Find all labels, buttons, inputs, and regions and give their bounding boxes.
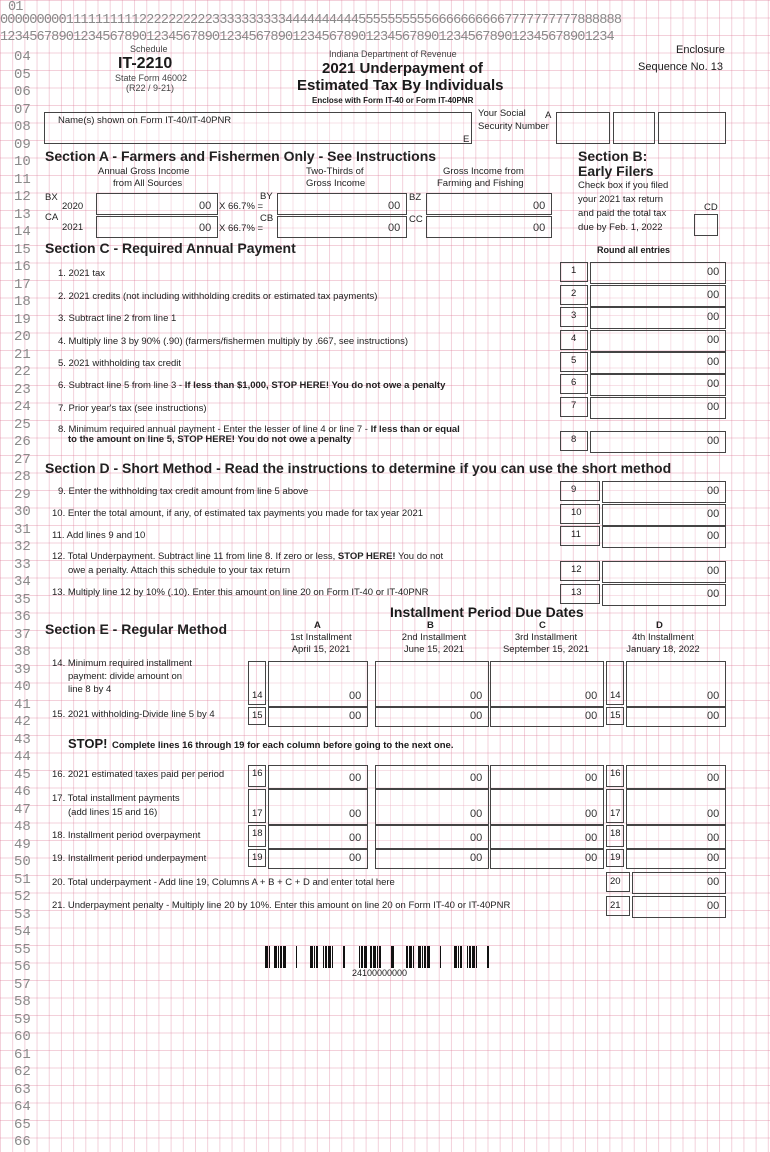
a-code: A <box>545 110 552 121</box>
barcode-bar <box>427 946 430 968</box>
line-17-number: 17 <box>606 789 624 823</box>
line-9-number: 9 <box>560 481 600 501</box>
line-21-number: 21 <box>606 896 630 916</box>
line-14-col-B-cents: 00 <box>470 690 483 702</box>
barcode-bar <box>325 946 327 968</box>
line-15-number: 15 <box>248 707 266 725</box>
ruler-tens: 0000000001111111111222222222233333333334444444444555555555566666666667777777777888888 <box>0 13 622 28</box>
line-13-number: 13 <box>560 584 600 604</box>
row-number: 16 <box>14 259 31 275</box>
barcode-bar <box>418 946 421 968</box>
row-number: 55 <box>14 941 31 958</box>
title-line-1: 2021 Underpayment of <box>322 60 483 77</box>
line-18-col-D-cents: 00 <box>707 832 720 844</box>
section-c-title: Section C - Required Annual Payment <box>45 240 296 256</box>
row-number: 65 <box>14 1116 31 1133</box>
line-16-col-B-cents: 00 <box>470 772 483 784</box>
early-filer-checkbox[interactable] <box>694 214 718 236</box>
row-number: 51 <box>14 871 31 888</box>
agi-2020-cents: 00 <box>199 200 212 212</box>
cc-code: CC <box>409 214 423 225</box>
line-1-label: 1. 2021 tax <box>58 268 106 279</box>
section-b-text-2: your 2021 tax return <box>578 194 664 205</box>
row-number: 32 <box>14 539 31 555</box>
row-number: 23 <box>14 381 31 398</box>
barcode-bar <box>280 946 282 968</box>
stop-notice: STOP! Complete lines 16 through 19 for each column before going to the next one. <box>68 736 454 751</box>
barcode-bar <box>458 946 459 968</box>
line-7-label: 7. Prior year's tax (see instructions) <box>58 403 207 414</box>
line-9-cents: 00 <box>707 485 720 497</box>
line-19-label: 19. Installment period underpayment <box>52 853 207 864</box>
line-5-number: 5 <box>560 352 588 372</box>
line-3-number: 3 <box>560 307 588 327</box>
line-13-label: 13. Multiply line 12 by 10% (.10). Enter this amount on line 20 on Form IT-40 or IT-40PNR <box>52 587 429 598</box>
row-number: 11 <box>14 171 31 188</box>
line-15-col-A-cents: 00 <box>349 710 362 722</box>
e-code: E <box>463 134 470 145</box>
row-number: 38 <box>14 644 31 660</box>
barcode-bar <box>454 946 457 968</box>
row-number: 61 <box>14 1046 31 1063</box>
column-D-due-date: January 18, 2022 <box>626 644 700 655</box>
column-C-installment: 3rd Installment <box>514 632 578 643</box>
line-19-number: 19 <box>248 849 266 867</box>
row-number: 33 <box>14 556 31 573</box>
line-10-label: 10. Enter the total amount, if any, of estimated tax payments you made for tax year 2021 <box>52 508 424 519</box>
name-label: Name(s) shown on Form IT-40/IT-40PNR <box>58 115 232 126</box>
line-14-col-A-cents: 00 <box>349 690 362 702</box>
line-19-col-D-cents: 00 <box>707 852 720 864</box>
row-number: 14 <box>14 224 31 240</box>
line-10-cents: 00 <box>707 508 720 520</box>
line-21-label: 21. Underpayment penalty - Multiply line 20 by 10%. Enter this amount on line 20 on Form IT-40 or IT-40PNR <box>52 900 511 911</box>
row-number: 48 <box>14 819 31 835</box>
barcode-bar <box>467 946 468 968</box>
barcode-bar <box>379 946 381 968</box>
row-number: 34 <box>14 574 31 590</box>
ssn-label-1: Your Social <box>478 108 526 119</box>
line-5-cents: 00 <box>707 356 720 368</box>
section-a-title: Section A - Farmers and Fishermen Only - See Instructions <box>45 148 437 164</box>
row-number: 50 <box>14 854 31 870</box>
row-number: 27 <box>14 451 31 468</box>
barcode-bar <box>422 946 423 968</box>
line-8-amount-field[interactable] <box>590 431 726 453</box>
row-number: 05 <box>14 66 31 83</box>
line-15-col-D-cents: 00 <box>707 710 720 722</box>
row-number: 41 <box>14 696 31 713</box>
row-number: 58 <box>14 994 31 1010</box>
line-12-cents: 00 <box>707 565 720 577</box>
barcode-bar <box>296 946 297 968</box>
row-number: 45 <box>14 766 31 783</box>
row-number: 19 <box>14 311 31 328</box>
ruler-ones: 123456789012345678901234567890123456789012345678901234567890123456789012345678901234 <box>0 30 614 45</box>
line-16-col-A-cents: 00 <box>349 772 362 784</box>
due-dates-title: Installment Period Due Dates <box>390 604 584 620</box>
line-7-number: 7 <box>560 397 588 417</box>
barcode-bar <box>409 946 412 968</box>
row-number: 18 <box>14 294 31 310</box>
barcode-bar <box>413 946 414 968</box>
row-number: 35 <box>14 591 31 608</box>
barcode-bar <box>343 946 345 968</box>
barcode-bar <box>274 946 277 968</box>
line-11-number: 11 <box>560 526 600 546</box>
barcode-bar <box>370 946 372 968</box>
line-17-label-b: (add lines 15 and 16) <box>68 807 158 818</box>
barcode-bar <box>314 946 315 968</box>
line-8-number: 8 <box>560 431 588 451</box>
column-D-key: D <box>656 620 663 631</box>
column-D-installment: 4th Installment <box>632 632 694 643</box>
row-number: 30 <box>14 504 31 520</box>
line-17-number: 17 <box>248 789 266 823</box>
row-number: 06 <box>14 84 31 100</box>
line-15-col-B-cents: 00 <box>470 710 483 722</box>
section-b-text-1: Check box if you filed <box>578 180 669 191</box>
two-thirds-2021-cents: 00 <box>388 222 401 234</box>
row-number: 26 <box>14 434 31 450</box>
barcode-bar <box>424 946 426 968</box>
row-number: 64 <box>14 1099 31 1115</box>
schedule-label: Schedule <box>130 44 168 54</box>
farm-2020-cents: 00 <box>533 200 546 212</box>
section-b-title-2: Early Filers <box>578 163 654 179</box>
barcode-bar <box>328 946 331 968</box>
row-number: 49 <box>14 836 31 853</box>
ruler-row-1: 01 <box>8 0 23 15</box>
line-4-number: 4 <box>560 330 588 350</box>
barcode-bar <box>469 946 471 968</box>
line-21-cents: 00 <box>707 900 720 912</box>
two-thirds-2020-cents: 00 <box>388 200 401 212</box>
line-3-cents: 00 <box>707 311 720 323</box>
line-2-cents: 00 <box>707 289 720 301</box>
row-number: 08 <box>14 119 31 135</box>
row-number: 56 <box>14 959 31 975</box>
line-17-col-A-cents: 00 <box>349 808 362 820</box>
row-number: 15 <box>14 241 31 258</box>
barcode-image <box>265 946 505 968</box>
line-18-col-A-cents: 00 <box>349 832 362 844</box>
line-19-col-B-cents: 00 <box>470 852 483 864</box>
line-16-col-D-cents: 00 <box>707 772 720 784</box>
ssn-label-2: Security Number <box>478 121 549 132</box>
line-8-cents: 00 <box>707 435 720 447</box>
line-13-cents: 00 <box>707 588 720 600</box>
line-4-cents: 00 <box>707 334 720 346</box>
mult-2021: X 66.7% = <box>219 223 264 234</box>
line-5-label: 5. 2021 withholding tax credit <box>58 358 182 369</box>
line-16-number: 16 <box>606 765 624 787</box>
line-9-label: 9. Enter the withholding tax credit amount from line 5 above <box>58 486 309 497</box>
line-10-number: 10 <box>560 504 600 524</box>
line-7-amount-field[interactable] <box>590 397 726 419</box>
barcode-bar <box>269 946 270 968</box>
row-number: 36 <box>14 609 31 625</box>
barcode-bar <box>310 946 313 968</box>
row-number: 66 <box>14 1134 31 1150</box>
form-id: IT-2210 <box>118 55 173 72</box>
line-6-number: 6 <box>560 374 588 394</box>
row-number: 12 <box>14 189 31 205</box>
by-code: BY <box>260 191 273 202</box>
line-5-amount-field[interactable] <box>590 352 726 374</box>
barcode-bar <box>472 946 475 968</box>
line-6-label: 6. Subtract line 5 from line 3 - If less than $1,000, STOP HERE! You do not owe a penalty <box>58 380 446 391</box>
section-a-col1a: Annual Gross Income <box>98 166 190 177</box>
row-number: 52 <box>14 889 31 905</box>
line-3-label: 3. Subtract line 2 from line 1 <box>58 313 177 324</box>
line-14-number: 14 <box>248 661 266 705</box>
row-number: 42 <box>14 714 31 730</box>
line-11-cents: 00 <box>707 530 720 542</box>
section-b-title-1: Section B: <box>578 148 648 164</box>
line-1-number: 1 <box>560 262 588 282</box>
cb-code: CB <box>260 213 274 224</box>
row-number: 10 <box>14 154 31 170</box>
row-number: 44 <box>14 749 31 765</box>
column-A-due-date: April 15, 2021 <box>291 644 351 655</box>
department: Indiana Department of Revenue <box>329 49 457 59</box>
line-18-label: 18. Installment period overpayment <box>52 830 201 841</box>
row-number: 25 <box>14 416 31 433</box>
line-17-col-B-cents: 00 <box>470 808 483 820</box>
row-number: 37 <box>14 626 31 643</box>
row-number: 04 <box>14 49 31 65</box>
barcode-bar <box>364 946 367 968</box>
column-A-installment: 1st Installment <box>290 632 352 643</box>
line-8-label: 8. Minimum required annual payment - Enter the lesser of line 4 or line 7 - If less than or equal <box>58 424 460 435</box>
revision: (R22 / 9-21) <box>126 83 175 93</box>
line-12-label-b: owe a penalty. Attach this schedule to your tax return <box>68 565 291 576</box>
line-2-amount-field[interactable] <box>590 285 726 307</box>
line-1-amount-field[interactable] <box>590 262 726 284</box>
barcode-bar <box>476 946 477 968</box>
line-15-col-C-cents: 00 <box>585 710 598 722</box>
line-6-amount-field[interactable] <box>590 374 726 396</box>
mult-2020: X 66.7% = <box>219 201 264 212</box>
line-16-col-C-cents: 00 <box>585 772 598 784</box>
barcode-bar <box>391 946 394 968</box>
enclose-note: Enclose with Form IT-40 or Form IT-40PNR <box>312 96 474 105</box>
year-2020: 2020 <box>62 201 84 212</box>
line-14-label-b: payment: divide amount on <box>68 671 183 682</box>
column-A-key: A <box>314 620 321 631</box>
row-number: 07 <box>14 101 31 118</box>
line-3-amount-field[interactable] <box>590 307 726 329</box>
cd-code: CD <box>704 202 718 213</box>
barcode-bar <box>361 946 363 968</box>
line-18-number: 18 <box>248 825 266 847</box>
state-form: State Form 46002 <box>115 73 188 83</box>
row-number: 60 <box>14 1029 31 1045</box>
line-2-label: 2. 2021 credits (not including withholding credits or estimated tax payments) <box>58 291 378 302</box>
line-15-number: 15 <box>606 707 624 725</box>
line-17-col-D-cents: 00 <box>707 808 720 820</box>
ca-code: CA <box>45 212 59 223</box>
row-number: 62 <box>14 1064 31 1080</box>
line-19-number: 19 <box>606 849 624 867</box>
line-1-cents: 00 <box>707 266 720 278</box>
line-15-label: 15. 2021 withholding-Divide line 5 by 4 <box>52 709 215 720</box>
row-number: 29 <box>14 486 31 503</box>
barcode-bar <box>283 946 286 968</box>
column-C-key: C <box>539 620 546 631</box>
row-number: 57 <box>14 976 31 993</box>
line-12-number: 12 <box>560 561 600 581</box>
column-B-due-date: June 15, 2021 <box>403 644 465 655</box>
row-number: 28 <box>14 469 31 485</box>
barcode-bar <box>487 946 489 968</box>
section-b-text-3: and paid the total tax <box>578 208 667 219</box>
line-4-label: 4. Multiply line 3 by 90% (.90) (farmers/fishermen multiply by .667, see instructions) <box>58 336 409 347</box>
row-number: 43 <box>14 731 31 748</box>
row-number: 53 <box>14 906 31 923</box>
line-6-cents: 00 <box>707 378 720 390</box>
agi-2021-cents: 00 <box>199 222 212 234</box>
line-11-label: 11. Add lines 9 and 10 <box>52 530 146 541</box>
row-number: 40 <box>14 679 31 695</box>
row-numbers <box>14 49 31 1152</box>
enclosure-label: Enclosure <box>676 44 725 56</box>
row-number: 47 <box>14 801 31 818</box>
row-number: 13 <box>14 206 31 223</box>
line-19-col-C-cents: 00 <box>585 852 598 864</box>
row-number: 39 <box>14 661 31 678</box>
ssn-field-2[interactable] <box>613 112 655 144</box>
barcode-bar <box>377 946 378 968</box>
line-17-label-a: 17. Total installment payments <box>52 793 180 804</box>
row-number: 24 <box>14 399 31 415</box>
row-number: 20 <box>14 329 31 345</box>
section-a-col2b: Gross Income <box>306 178 366 189</box>
barcode-bar <box>460 946 462 968</box>
barcode-bar <box>316 946 318 968</box>
column-B-installment: 2nd Installment <box>401 632 467 643</box>
row-number: 09 <box>14 136 31 153</box>
line-20-label: 20. Total underpayment - Add line 19, Columns A + B + C + D and enter total here <box>52 877 395 888</box>
column-B-key: B <box>427 620 434 631</box>
line-2-number: 2 <box>560 285 588 305</box>
line-16-number: 16 <box>248 765 266 787</box>
bx-code: BX <box>45 192 58 203</box>
line-12-label-a: 12. Total Underpayment. Subtract line 11 from line 8. If zero or less, STOP HERE! You do not <box>52 551 444 562</box>
farm-2021-cents: 00 <box>533 222 546 234</box>
barcode-bar <box>332 946 333 968</box>
column-C-due-date: September 15, 2021 <box>502 644 590 655</box>
year-2021: 2021 <box>62 222 84 233</box>
line-19-col-A-cents: 00 <box>349 852 362 864</box>
row-number: 63 <box>14 1081 31 1098</box>
line-20-number: 20 <box>606 872 630 892</box>
line-4-amount-field[interactable] <box>590 330 726 352</box>
title-line-2: Estimated Tax By Individuals <box>297 77 504 94</box>
barcode-bar <box>359 946 360 968</box>
section-b-text-4: due by Feb. 1, 2022 <box>578 222 663 233</box>
round-note: Round all entries <box>597 245 671 255</box>
ssn-field-1[interactable] <box>556 112 610 144</box>
line-8-continuation: to the amount on line 5, STOP HERE! You do not owe a penalty <box>68 434 352 445</box>
bz-code: BZ <box>409 192 422 203</box>
barcode-bar <box>265 946 268 968</box>
line-16-label: 16. 2021 estimated taxes paid per period <box>52 769 225 780</box>
barcode-bar <box>440 946 441 968</box>
line-18-col-B-cents: 00 <box>470 832 483 844</box>
row-number: 17 <box>14 276 31 293</box>
barcode-bar <box>406 946 408 968</box>
row-number: 21 <box>14 346 31 363</box>
section-a-col1b: from All Sources <box>113 178 183 189</box>
line-17-col-C-cents: 00 <box>585 808 598 820</box>
line-7-cents: 00 <box>707 401 720 413</box>
line-14-number: 14 <box>606 661 624 705</box>
row-number: 46 <box>14 784 31 800</box>
sequence-number: Sequence No. 13 <box>638 61 724 73</box>
section-d-title: Section D - Short Method - Read the instructions to determine if you can use the short method <box>45 460 672 476</box>
line-18-number: 18 <box>606 825 624 847</box>
section-e-title: Section E - Regular Method <box>45 621 228 637</box>
barcode-bar <box>373 946 376 968</box>
line-20-cents: 00 <box>707 876 720 888</box>
section-a-col3b: Farming and Fishing <box>437 178 524 189</box>
row-number: 59 <box>14 1011 31 1028</box>
ssn-field-3[interactable] <box>658 112 726 144</box>
section-a-col3a: Gross Income from <box>443 166 524 177</box>
line-14-col-C-cents: 00 <box>585 690 598 702</box>
line-18-col-C-cents: 00 <box>585 832 598 844</box>
line-14-col-D-cents: 00 <box>707 690 720 702</box>
line-14-label-a: 14. Minimum required installment <box>52 658 192 669</box>
row-number: 31 <box>14 521 31 538</box>
row-number: 54 <box>14 924 31 940</box>
section-a-col2a: Two-Thirds of <box>306 166 364 177</box>
barcode-bar <box>278 946 279 968</box>
barcode-number: 24100000000 <box>352 968 408 978</box>
line-14-label-c: line 8 by 4 <box>68 684 112 695</box>
row-number: 22 <box>14 364 31 380</box>
barcode-bar <box>323 946 324 968</box>
